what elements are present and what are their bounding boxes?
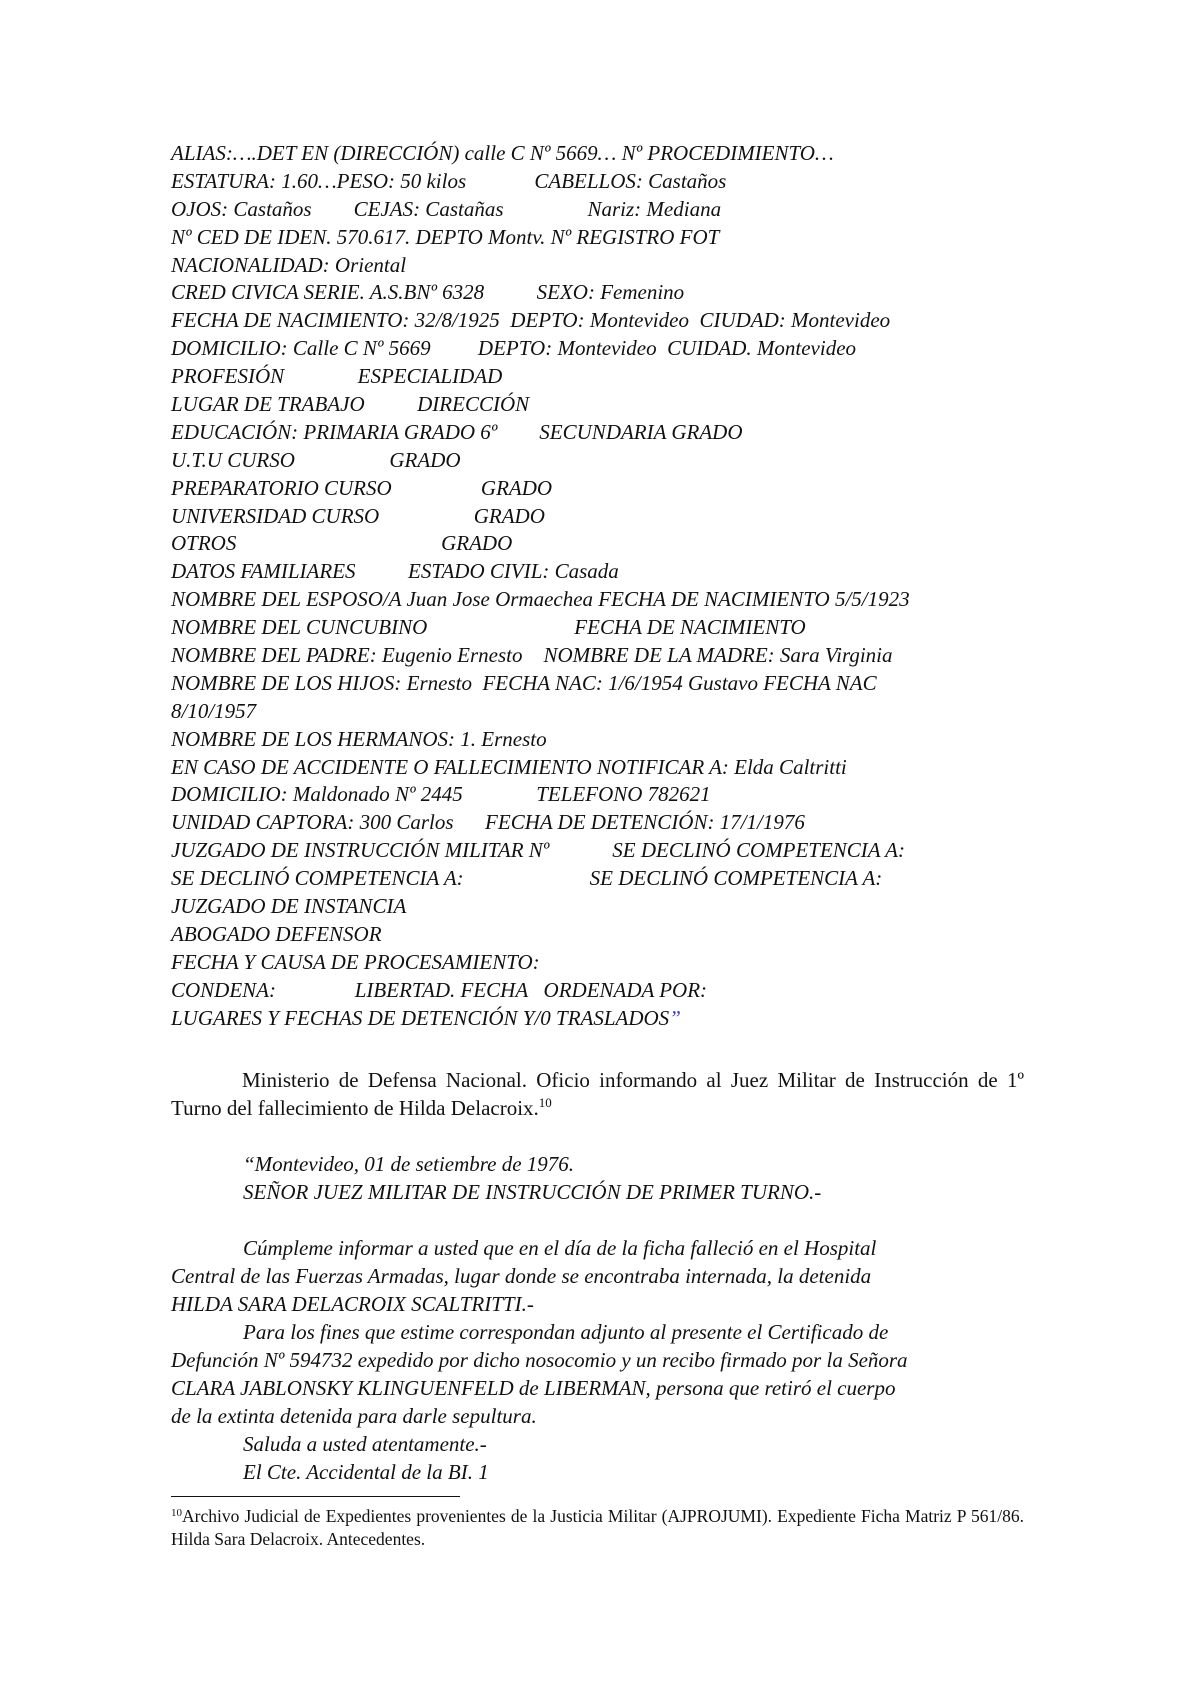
record-line: NACIONALIDAD: Oriental	[171, 252, 407, 277]
footnote-reference: 10	[538, 1094, 552, 1110]
record-line: OJOS: Castaños CEJAS: Castañas Nariz: Mediana	[171, 196, 722, 221]
letter-line: de la extinta detenida para darle sepultura.	[171, 1403, 537, 1428]
letter-spacer	[171, 1206, 1024, 1234]
letter-date-line: “Montevideo, 01 de setiembre de 1976.	[243, 1151, 575, 1176]
letter-line: Defunción Nº 594732 expedido por dicho nosocomio y un recibo firmado por la Señora	[171, 1347, 908, 1372]
record-line: SE DECLINÓ COMPETENCIA A: SE DECLINÓ COMPETENCIA A:	[171, 866, 883, 891]
footnote	[171, 1505, 1024, 1551]
record-line: UNIVERSIDAD CURSO GRADO	[171, 503, 545, 528]
military-letter	[171, 1122, 1024, 1486]
record-line: NOMBRE DEL CUNCUBINO FECHA DE NACIMIENTO	[171, 615, 806, 640]
body-paragraph	[171, 1066, 1024, 1122]
record-line	[171, 1005, 1024, 1033]
letter-closing: Saluda a usted atentamente.-	[243, 1431, 487, 1456]
record-line: DATOS FAMILIARES ESTADO CIVIL: Casada	[171, 559, 619, 584]
record-line: NOMBRE DEL ESPOSO/A Juan Jose Ormaechea FECHA DE NACIMIENTO 5/5/1923	[171, 587, 910, 612]
letter-signature: El Cte. Accidental de la BI. 1	[243, 1459, 489, 1484]
record-line: Nº CED DE IDEN. 570.617. DEPTO Montv. Nº REGISTRO FOT	[171, 224, 720, 249]
record-line: JUZGADO DE INSTANCIA	[171, 894, 407, 919]
record-line: OTROS GRADO	[171, 531, 513, 556]
record-line: ESTATURA: 1.60…PESO: 50 kilos CABELLOS: Castaños	[171, 168, 727, 193]
record-line: LUGAR DE TRABAJO DIRECCIÓN	[171, 392, 530, 417]
letter-paragraph-1	[171, 1234, 1024, 1318]
record-line: UNIDAD CAPTORA: 300 Carlos FECHA DE DETENCIÓN: 17/1/1976	[171, 810, 805, 835]
record-line: CRED CIVICA SERIE. A.S.BNº 6328 SEXO: Femenino	[171, 280, 685, 305]
letter-salutation: SEÑOR JUEZ MILITAR DE INSTRUCCIÓN DE PRIMER TURNO.-	[243, 1179, 822, 1204]
record-line: PREPARATORIO CURSO GRADO	[171, 475, 553, 500]
record-line: DOMICILIO: Calle C Nº 5669 DEPTO: Montevideo CUIDAD. Montevideo	[171, 336, 857, 361]
letter-line: CLARA JABLONSKY KLINGUENFELD de LIBERMAN, persona que retiró el cuerpo	[171, 1375, 896, 1400]
letter-line: Cúmpleme informar a usted que en el día de la ficha falleció en el Hospital	[243, 1235, 877, 1260]
detainee-record-form	[171, 140, 1024, 1033]
record-line: NOMBRE DE LOS HIJOS: Ernesto FECHA NAC: 1/6/1954 Gustavo FECHA NAC	[171, 670, 877, 695]
record-line: EN CASO DE ACCIDENTE O FALLECIMIENTO NOTIFICAR A: Elda Caltritti	[171, 754, 847, 779]
record-line: FECHA DE NACIMIENTO: 32/8/1925 DEPTO: Montevideo CIUDAD: Montevideo	[171, 308, 891, 333]
record-line: U.T.U CURSO GRADO	[171, 447, 461, 472]
body-paragraph-text: Ministerio de Defensa Nacional. Oficio informando al Juez Militar de Instrucción de 1º Turno del fallecimiento de Hilda Delacroix.	[171, 1067, 1024, 1120]
document-page	[171, 140, 1024, 1486]
closing-quote-mark: ”	[669, 1005, 681, 1030]
letter-line: HILDA SARA DELACROIX SCALTRITTI.-	[171, 1291, 534, 1316]
record-line: FECHA Y CAUSA DE PROCESAMIENTO:	[171, 949, 540, 974]
record-last-line-text: LUGARES Y FECHAS DE DETENCIÓN Y/0 TRASLADOS	[171, 1005, 670, 1030]
record-line: PROFESIÓN ESPECIALIDAD	[171, 364, 503, 389]
letter-paragraph-2	[171, 1318, 1024, 1430]
record-line: 8/10/1957	[171, 698, 257, 723]
footnote-text: Archivo Judicial de Expedientes provenientes de la Justicia Militar (AJPROJUMI). Expediente Ficha Matriz P 561/86. Hilda Sara Delacroix. Antecedentes.	[171, 1506, 1024, 1549]
record-line: ALIAS:….DET EN (DIRECCIÓN) calle C Nº 5669… Nº PROCEDIMIENTO…	[171, 141, 834, 165]
letter-spacer	[171, 1122, 1024, 1150]
record-line: EDUCACIÓN: PRIMARIA GRADO 6º SECUNDARIA GRADO	[171, 419, 743, 444]
letter-line: Para los fines que estime correspondan adjunto al presente el Certificado de	[243, 1319, 889, 1344]
record-line: DOMICILIO: Maldonado Nº 2445 TELEFONO 782621	[171, 782, 711, 807]
record-line: NOMBRE DEL PADRE: Eugenio Ernesto NOMBRE DE LA MADRE: Sara Virginia	[171, 643, 893, 668]
footnote-divider	[171, 1496, 460, 1497]
record-line: CONDENA: LIBERTAD. FECHA ORDENADA POR:	[171, 977, 708, 1002]
record-line: JUZGADO DE INSTRUCCIÓN MILITAR Nº SE DECLINÓ COMPETENCIA A:	[171, 838, 905, 863]
footnote-number: 10	[171, 1507, 182, 1519]
letter-line: Central de las Fuerzas Armadas, lugar donde se encontraba internada, la detenida	[171, 1263, 872, 1288]
record-line: ABOGADO DEFENSOR	[171, 921, 382, 946]
record-line: NOMBRE DE LOS HERMANOS: 1. Ernesto	[171, 726, 547, 751]
